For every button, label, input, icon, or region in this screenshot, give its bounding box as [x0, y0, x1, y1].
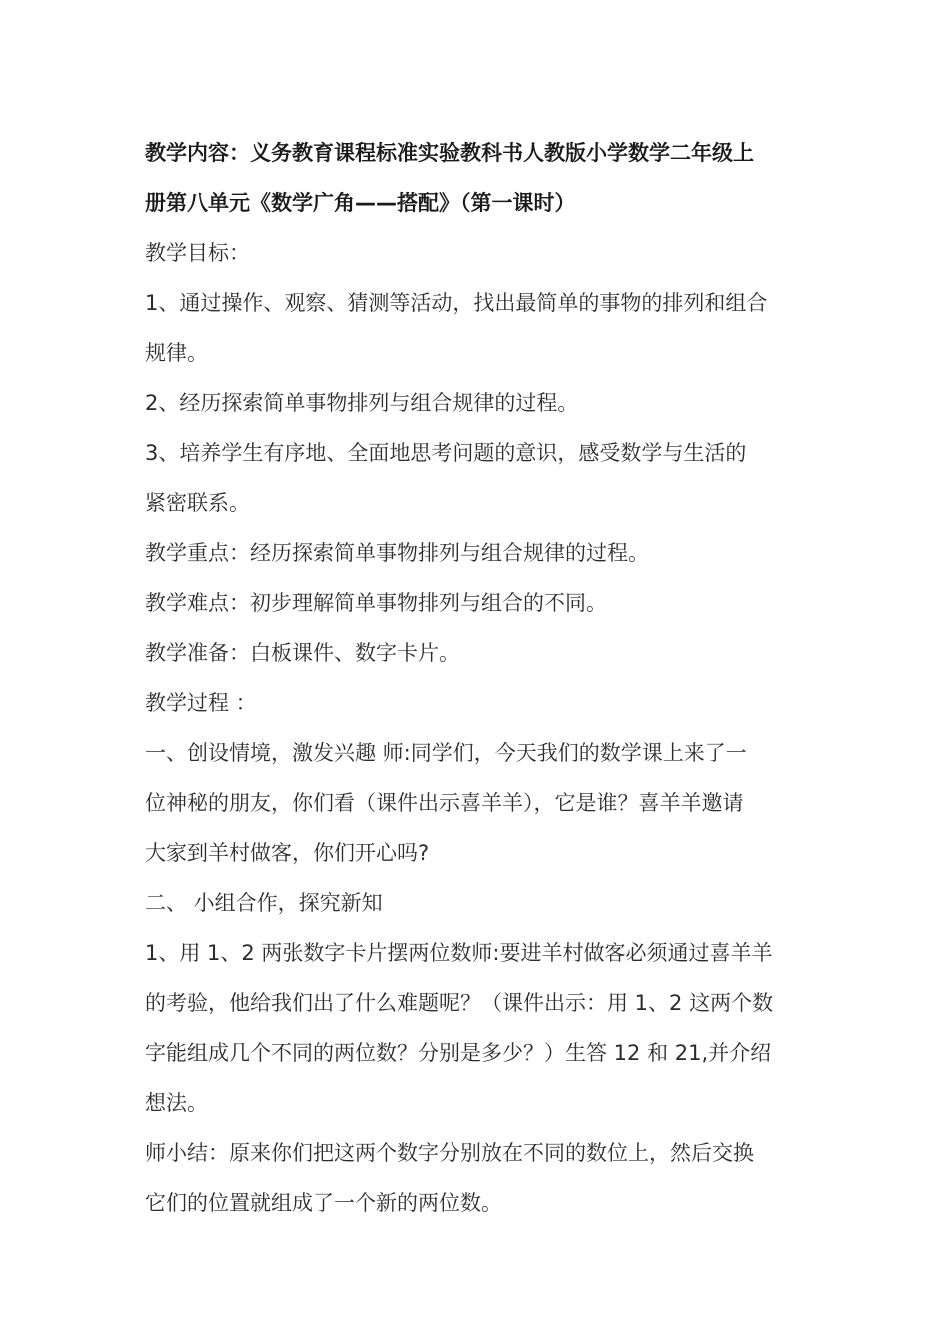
- activity-1-line-3: 字能组成几个不同的两位数？分别是多少？）生答 12 和 21,并介绍: [145, 1041, 772, 1065]
- section-2-heading: 二、 小组合作，探究新知: [145, 891, 383, 915]
- section-1-line-2: 位神秘的朋友，你们看（课件出示喜羊羊），它是谁？喜羊羊邀请: [145, 791, 744, 815]
- objective-3-line-2: 紧密联系。: [145, 491, 250, 515]
- teaching-objectives-heading: 教学目标：: [145, 241, 250, 265]
- teacher-summary-line-1: 师小结：原来你们把这两个数字分别放在不同的数位上，然后交换: [145, 1141, 754, 1165]
- objective-1-line-2: 规律。: [145, 341, 208, 365]
- lesson-title-line-2: 册第八单元《数学广角——搭配》（第一课时）: [145, 191, 576, 215]
- section-1-line-1: 一、创设情境，激发兴趣 师:同学们，今天我们的数学课上来了一: [145, 741, 747, 765]
- lesson-title-line-1: 教学内容：义务教育课程标准实验教科书人教版小学数学二年级上: [145, 141, 754, 165]
- teaching-key-point: 教学重点：经历探索简单事物排列与组合规律的过程。: [145, 541, 649, 565]
- activity-1-line-1: 1、用 1、2 两张数字卡片摆两位数师:要进羊村做客必须通过喜羊羊: [145, 941, 773, 965]
- teaching-process-heading: 教学过程 ：: [145, 691, 257, 715]
- section-1-line-3: 大家到羊村做客，你们开心吗?: [145, 841, 430, 865]
- objective-1-line-1: 1、通过操作、观察、猜测等活动，找出最简单的事物的排列和组合: [145, 291, 768, 315]
- objective-2: 2、经历探索简单事物排列与组合规律的过程。: [145, 391, 579, 415]
- teaching-difficulty: 教学难点：初步理解简单事物排列与组合的不同。: [145, 591, 607, 615]
- document-body: [145, 128, 810, 1228]
- teacher-summary-line-2: 它们的位置就组成了一个新的两位数。: [145, 1191, 502, 1215]
- activity-1-line-4: 想法。: [145, 1091, 208, 1115]
- objective-3-line-1: 3、培养学生有序地、全面地思考问题的意识，感受数学与生活的: [145, 441, 747, 465]
- teaching-preparation: 教学准备：白板课件、数字卡片。: [145, 641, 460, 665]
- activity-1-line-2: 的考验，他给我们出了什么难题呢？（课件出示：用 1、2 这两个数: [145, 991, 774, 1015]
